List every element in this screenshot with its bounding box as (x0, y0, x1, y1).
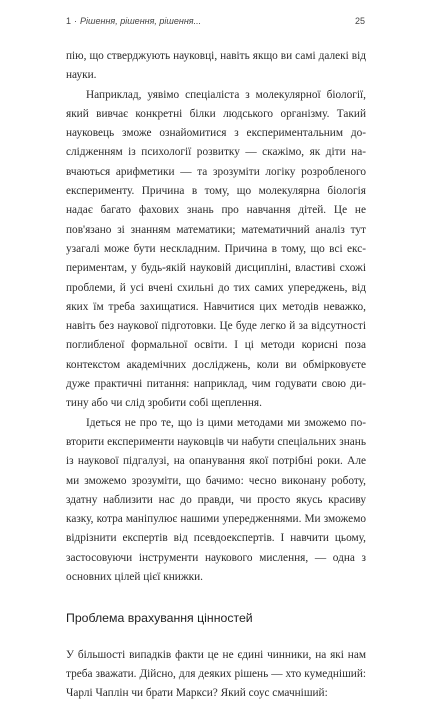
running-title: Рішення, рішення, рішення... (80, 16, 202, 26)
paragraph-continuation: пію, що стверджують науковці, навіть якщо ви самі далекі від науки. (66, 50, 366, 82)
header-separator: · (74, 16, 78, 26)
spacer (66, 629, 366, 646)
paragraph-values: У більшості випадків факти це не єдині чинники, на які нам треба зважати. Дійсно, для деяких рішень — хто кумедніший: Чарлі Чаплін чи брати Маркси? Який соус смачніший: (66, 648, 366, 700)
section-heading: Проблема врахування цінностей (66, 611, 253, 626)
page-body (66, 47, 366, 704)
spacer (66, 587, 366, 609)
chapter-number: 1 (66, 16, 72, 26)
running-header (66, 16, 201, 26)
paragraph-example: Наприклад, уявімо спеціаліста з молекулярної біології, який вивчає конкретні білки людського організму. Такий науковець зможе ознайомитися з експериментальним дослідженням із психології розвитку — скажімо, як діти навчаються арифметики — та зрозуміти логіку розробленого експерименту. Причина в тому, що молекулярна біологія надає багато фахових знань про навчання дітей. Це не пов'язано зі знанням математики; математичний аналіз тут узагалі може бути нескладним. Причина в тому, що всі експериментам, у будь-якій науковій дисципліні, властиві схожі проблеми, й усі вчені схильні до тих самих упереджень, від яких їм треба захищатися. Навчитися цих методів неважко, навіть без наукової підготовки. Це буде легко й за відсутності поглибленої формальної освіти. І ці методи корисні поза контекстом академічних досліджень, коли ви обмірковуєте дуже практичні питання: наприклад, чим годувати свою дитину або чи слід зробити собі щеплення. (66, 88, 366, 410)
page-number: 25 (354, 16, 365, 26)
page-header (66, 16, 365, 26)
paragraph-goal: Ідеться не про те, що із цими методами ми зможемо повторити експерименти науковців чи набути спеціальних знань із наукової підгалузі, на опанування якої потрібні роки. Але ми зможемо зрозуміти, що бачимо: чесно виконану роботу, здатну наблизити нас до правди, чи просто якусь красиву казку, котра маніпулює нашими упередженнями. Ми зможемо відрізнити експертів від псевдоекспертів. І навчити цьому, застосовуючи інструменти наукового мислення, — одна з основних цілей цієї книжки. (66, 416, 366, 584)
